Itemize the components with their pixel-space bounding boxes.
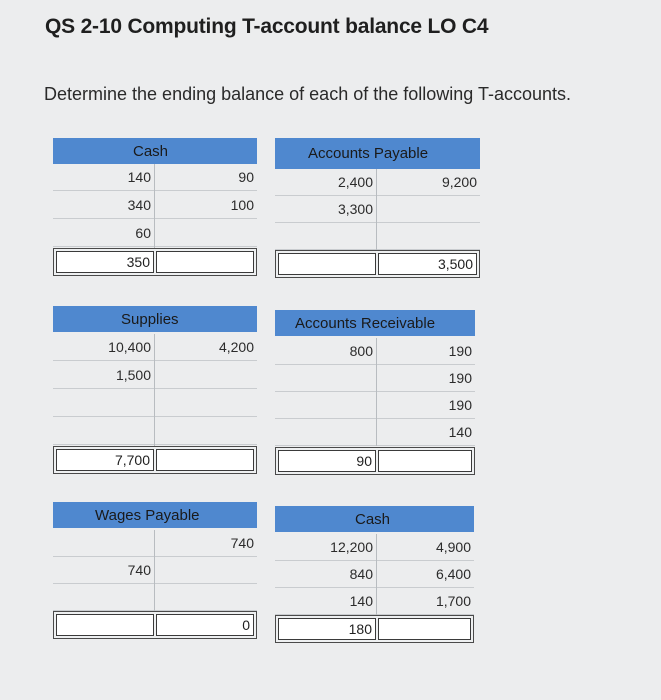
credit-entry[interactable]: 9,200	[376, 169, 480, 196]
debit-entry[interactable]: 180	[278, 618, 376, 640]
t-account-supplies	[53, 306, 257, 474]
t-account-cash-2	[275, 506, 474, 644]
debit-entry[interactable]: 140	[53, 164, 154, 191]
t-account-accounts-payable	[275, 138, 480, 280]
t-divider	[154, 530, 155, 611]
credit-entry[interactable]	[154, 584, 257, 611]
credit-balance-input[interactable]	[378, 450, 472, 472]
account-name: Supplies	[121, 311, 179, 328]
t-account-header	[53, 306, 257, 332]
credit-entry[interactable]: 90	[154, 164, 257, 191]
t-account-header	[275, 310, 475, 336]
credit-entry[interactable]: 190	[376, 338, 475, 365]
debit-entry[interactable]	[275, 365, 376, 392]
t-account-header	[53, 138, 257, 164]
credit-entry[interactable]	[376, 223, 480, 250]
credit-entry[interactable]: 100	[154, 192, 257, 219]
debit-entry[interactable]: 740	[53, 557, 154, 584]
t-divider	[376, 338, 377, 446]
t-account-header	[275, 506, 474, 532]
credit-balance-input[interactable]	[156, 449, 254, 471]
debit-balance-input[interactable]: 90	[278, 450, 376, 472]
debit-entry[interactable]: 10,400	[53, 334, 154, 361]
credit-entry[interactable]: 740	[154, 530, 257, 557]
credit-balance-input[interactable]: 0	[156, 614, 254, 636]
debit-entry[interactable]: 60	[53, 220, 154, 247]
t-account-header	[275, 138, 480, 169]
credit-balance-input[interactable]: 3,500	[378, 253, 477, 275]
credit-balance-input[interactable]	[156, 251, 254, 273]
balance-row	[275, 615, 474, 643]
t-account-accounts-receivable	[275, 310, 475, 476]
credit-entry[interactable]: 140	[376, 419, 475, 446]
t-account-wages-payable	[53, 502, 257, 640]
instructions: Determine the ending balance of each of the following T-accounts.	[44, 84, 572, 104]
credit-entry[interactable]	[376, 196, 480, 223]
credit-entry[interactable]: 1,700	[376, 588, 474, 615]
credit-entry[interactable]	[154, 557, 257, 584]
debit-entry[interactable]	[275, 392, 376, 419]
debit-entry[interactable]	[53, 530, 154, 557]
account-name: Cash	[355, 511, 391, 528]
credit-entry[interactable]: 4,900	[376, 534, 474, 561]
debit-entry[interactable]	[275, 419, 376, 446]
credit-balance-input[interactable]	[378, 618, 471, 640]
debit-entry[interactable]: 12,200	[275, 534, 376, 561]
debit-entry[interactable]: 800	[275, 338, 376, 365]
t-account-header	[53, 502, 257, 528]
credit-entry[interactable]	[154, 220, 257, 247]
t-divider	[376, 534, 377, 615]
credit-entry[interactable]	[154, 390, 257, 417]
debit-entry[interactable]: 140	[275, 588, 376, 615]
balance-row	[53, 446, 257, 474]
balance-row	[53, 611, 257, 639]
account-name: Cash	[133, 143, 169, 160]
account-name: Accounts Receivable	[295, 315, 436, 332]
debit-balance-input[interactable]: 7,700	[56, 449, 154, 471]
balance-row	[53, 248, 257, 276]
debit-balance-input[interactable]	[56, 614, 154, 636]
t-divider	[154, 164, 155, 248]
t-divider	[154, 334, 155, 446]
debit-balance-input[interactable]	[278, 253, 376, 275]
credit-entry[interactable]: 190	[376, 392, 475, 419]
t-account-cash	[53, 138, 257, 278]
credit-entry[interactable]: 4,200	[154, 334, 257, 361]
debit-entry[interactable]	[53, 584, 154, 611]
t-divider	[376, 169, 377, 250]
credit-entry[interactable]: 190	[376, 365, 475, 392]
credit-entry[interactable]	[154, 362, 257, 389]
debit-entry[interactable]: 340	[53, 192, 154, 219]
balance-row	[275, 250, 480, 278]
debit-entry[interactable]: 840	[275, 561, 376, 588]
debit-entry[interactable]: 1,500	[53, 362, 154, 389]
debit-entry[interactable]: 2,400	[275, 169, 376, 196]
debit-entry[interactable]: 3,300	[275, 196, 376, 223]
page-title: QS 2-10 Computing T-account balance LO C4	[45, 15, 489, 38]
debit-entry[interactable]	[53, 390, 154, 417]
credit-entry[interactable]: 6,400	[376, 561, 474, 588]
debit-entry[interactable]	[275, 223, 376, 250]
credit-entry[interactable]	[154, 418, 257, 445]
debit-entry[interactable]	[53, 418, 154, 445]
account-name: Wages Payable	[95, 507, 200, 524]
balance-row	[275, 447, 475, 475]
debit-entry[interactable]: 350	[56, 251, 154, 273]
account-name: Accounts Payable	[308, 145, 429, 162]
